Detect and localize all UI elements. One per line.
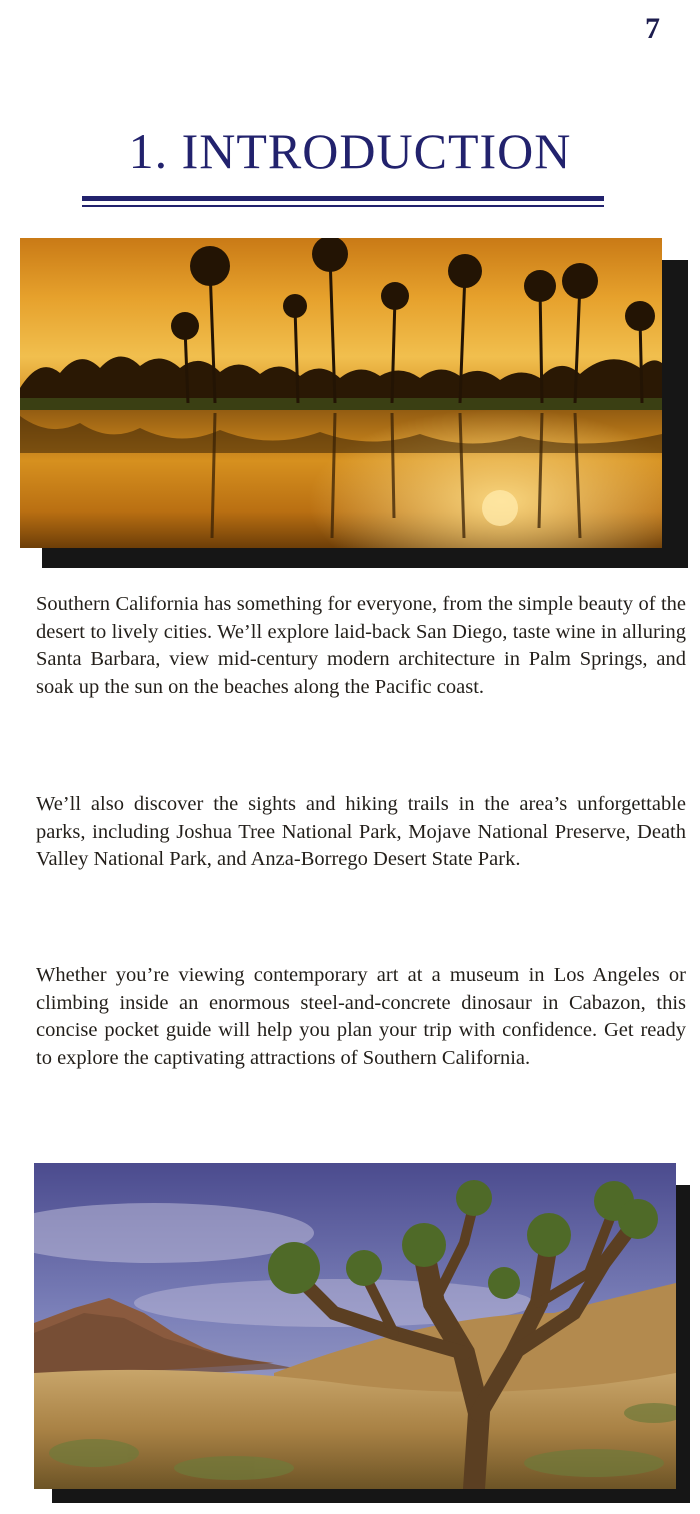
page-number: 7	[645, 12, 660, 45]
sunset-palm-trees-photo	[20, 238, 662, 548]
joshua-tree-photo-frame	[34, 1163, 690, 1503]
sunset-photo-frame	[20, 238, 688, 568]
page-title: 1. INTRODUCTION	[128, 123, 572, 179]
intro-paragraph-2: We’ll also discover the sights and hiking trails in the area’s unforgettable parks, including Joshua Tree National Park, Mojave National Preserve, Death Valley National Park, and Anza-Borrego Desert State Park.	[36, 793, 686, 870]
intro-paragraph-1: Southern California has something for everyone, from the simple beauty of the desert to lively cities. We’ll explore laid-back San Diego, taste wine in alluring Santa Barbara, view mid-century modern architecture in Palm Springs, and soak up the sun on the beaches along the Pacific coast.	[36, 593, 686, 698]
title-underline-thick	[82, 196, 604, 201]
title-underline-thin	[82, 205, 604, 207]
joshua-tree-desert-photo	[34, 1163, 676, 1489]
intro-paragraph-3: Whether you’re viewing contemporary art at a museum in Los Angeles or climbing inside an enormous steel-and-concrete dinosaur in Cabazon, this concise pocket guide will help you plan your trip with confidence. Get ready to explore the captivating attractions of Southern California.	[36, 964, 686, 1069]
